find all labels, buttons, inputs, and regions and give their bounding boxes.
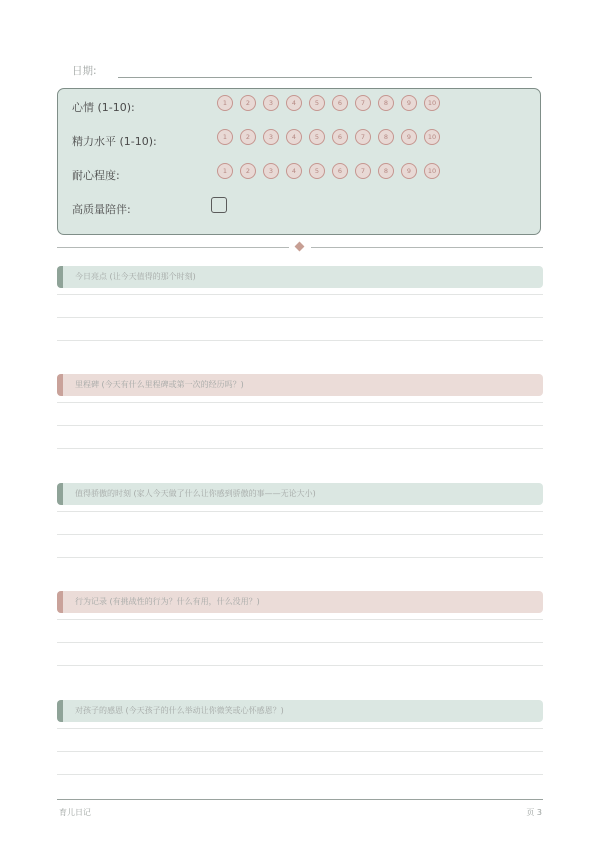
divider xyxy=(57,242,543,252)
energy-rating-option[interactable]: 3 xyxy=(263,129,279,145)
mood-rating-option[interactable]: 5 xyxy=(309,95,325,111)
writing-line[interactable] xyxy=(57,340,543,341)
mood-label: 心情 (1-10): xyxy=(72,101,135,114)
mood-row xyxy=(72,95,530,117)
energy-rating-option[interactable]: 2 xyxy=(240,129,256,145)
section-title: 今日亮点 (让今天值得的那个时刻) xyxy=(75,272,196,281)
footer-journal-title: 育儿日记 xyxy=(59,808,91,817)
date-row xyxy=(72,62,532,80)
rating-panel xyxy=(57,88,541,235)
divider-line-left xyxy=(57,247,289,248)
energy-rating-option[interactable]: 1 xyxy=(217,129,233,145)
patience-rating-option[interactable]: 5 xyxy=(309,163,325,179)
writing-line[interactable] xyxy=(57,557,543,558)
writing-line[interactable] xyxy=(57,448,543,449)
patience-rating-option[interactable]: 8 xyxy=(378,163,394,179)
mood-rating-option[interactable]: 10 xyxy=(424,95,440,111)
date-label: 日期: xyxy=(72,65,97,77)
writing-line[interactable] xyxy=(57,425,543,426)
section-highlight xyxy=(57,266,543,366)
writing-line[interactable] xyxy=(57,534,543,535)
energy-label: 精力水平 (1-10): xyxy=(72,135,157,148)
section-header xyxy=(57,700,543,722)
patience-rating-option[interactable]: 9 xyxy=(401,163,417,179)
section-accent-bar xyxy=(57,591,63,613)
writing-line[interactable] xyxy=(57,774,543,775)
patience-rating-option[interactable]: 7 xyxy=(355,163,371,179)
writing-line[interactable] xyxy=(57,402,543,403)
energy-rating-option[interactable]: 4 xyxy=(286,129,302,145)
writing-line[interactable] xyxy=(57,642,543,643)
patience-rating-option[interactable]: 6 xyxy=(332,163,348,179)
patience-rating-option[interactable]: 10 xyxy=(424,163,440,179)
footer-rule xyxy=(57,799,543,800)
section-proud-moment xyxy=(57,483,543,583)
section-title: 行为记录 (有挑战性的行为？什么有用，什么没用？) xyxy=(75,597,260,606)
section-behavior-log xyxy=(57,591,543,691)
mood-rating-option[interactable]: 1 xyxy=(217,95,233,111)
section-header xyxy=(57,483,543,505)
section-title: 里程碑 (今天有什么里程碑或第一次的经历吗？) xyxy=(75,380,244,389)
section-accent-bar xyxy=(57,700,63,722)
footer-page-number: 页 3 xyxy=(526,808,542,817)
writing-line[interactable] xyxy=(57,751,543,752)
section-title: 对孩子的感恩 (今天孩子的什么举动让你微笑或心怀感恩？) xyxy=(75,706,284,715)
mood-rating-option[interactable]: 2 xyxy=(240,95,256,111)
quality-time-checkbox[interactable] xyxy=(211,197,227,213)
mood-rating-option[interactable]: 8 xyxy=(378,95,394,111)
mood-rating-option[interactable]: 9 xyxy=(401,95,417,111)
section-accent-bar xyxy=(57,374,63,396)
energy-rating-option[interactable]: 8 xyxy=(378,129,394,145)
section-header xyxy=(57,266,543,288)
date-field[interactable] xyxy=(118,77,532,78)
patience-rating-option[interactable]: 1 xyxy=(217,163,233,179)
patience-row xyxy=(72,163,530,185)
energy-rating-option[interactable]: 10 xyxy=(424,129,440,145)
section-header xyxy=(57,591,543,613)
quality-time-row xyxy=(72,199,530,221)
divider-line-right xyxy=(311,247,543,248)
writing-line[interactable] xyxy=(57,317,543,318)
section-title: 值得骄傲的时刻 (家人今天做了什么让你感到骄傲的事——无论大小) xyxy=(75,489,316,498)
energy-row xyxy=(72,129,530,151)
section-milestone xyxy=(57,374,543,474)
mood-rating-option[interactable]: 3 xyxy=(263,95,279,111)
mood-rating-option[interactable]: 7 xyxy=(355,95,371,111)
writing-line[interactable] xyxy=(57,728,543,729)
quality-time-label: 高质量陪伴: xyxy=(72,203,131,216)
patience-rating-option[interactable]: 2 xyxy=(240,163,256,179)
writing-line[interactable] xyxy=(57,294,543,295)
writing-line[interactable] xyxy=(57,619,543,620)
section-accent-bar xyxy=(57,266,63,288)
mood-rating-option[interactable]: 4 xyxy=(286,95,302,111)
energy-rating-option[interactable]: 5 xyxy=(309,129,325,145)
writing-line[interactable] xyxy=(57,511,543,512)
energy-rating-option[interactable]: 9 xyxy=(401,129,417,145)
energy-rating-option[interactable]: 6 xyxy=(332,129,348,145)
section-gratitude xyxy=(57,700,543,800)
mood-rating-option[interactable]: 6 xyxy=(332,95,348,111)
diamond-ornament-icon xyxy=(295,242,305,252)
section-accent-bar xyxy=(57,483,63,505)
patience-rating-option[interactable]: 3 xyxy=(263,163,279,179)
patience-label: 耐心程度: xyxy=(72,169,120,182)
writing-line[interactable] xyxy=(57,665,543,666)
patience-rating-option[interactable]: 4 xyxy=(286,163,302,179)
section-header xyxy=(57,374,543,396)
energy-rating-option[interactable]: 7 xyxy=(355,129,371,145)
